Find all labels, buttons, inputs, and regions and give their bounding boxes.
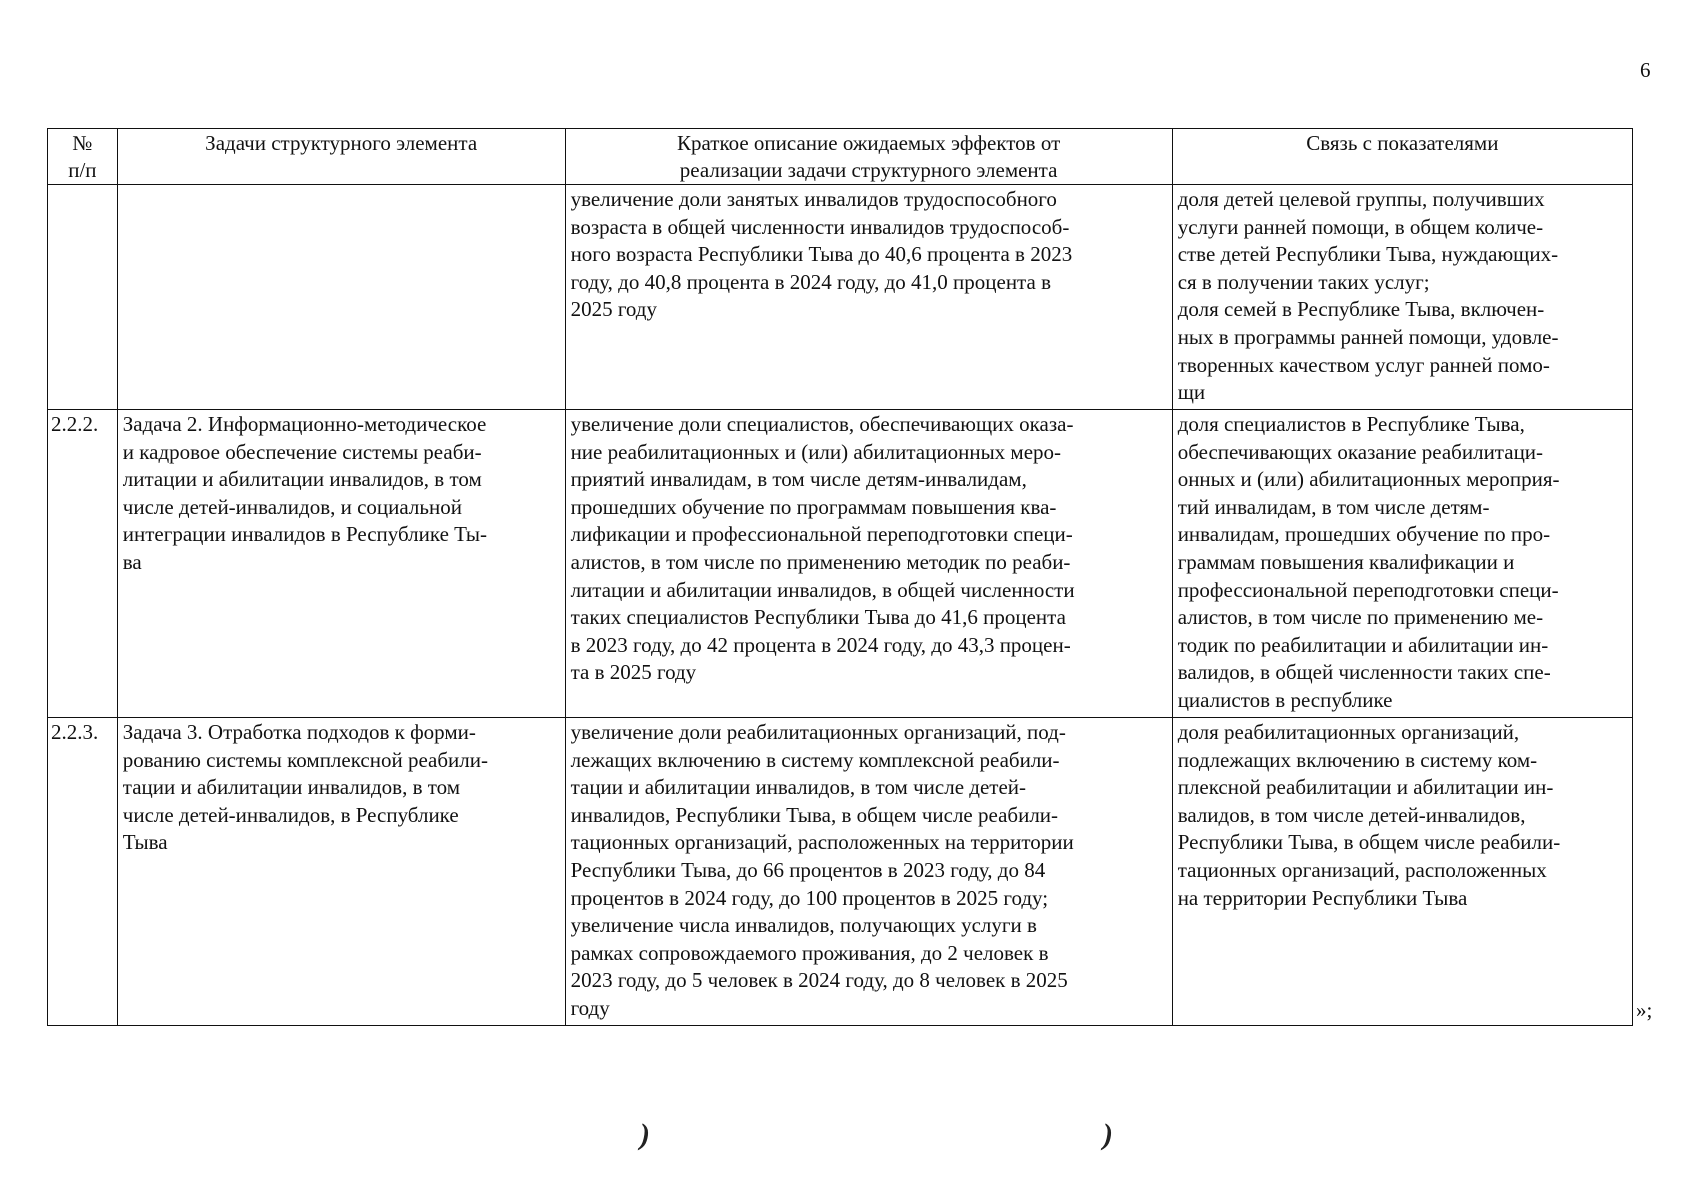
header-effects: Краткое описание ожидаемых эффектов от реализации задачи структурного элемента [565,129,1172,185]
page-number: 6 [1640,58,1651,82]
header-tasks: Задачи структурного элемента [117,129,565,185]
footer-mark-right: ) [1103,1118,1113,1151]
row-effect: увеличение доли специалистов, обеспечивающих оказа- ние реабилитационных и (или) абилитационных меро- приятий инвалидам, в том числе детям-инвалидам, прошедших обучение по программам повышения ква- лификации и профессиональной переподготовки специ- алистов, в том числе по применению методик по реаби- литации и абилитации инвалидов, в общей численности таких специалистов Республики Тыва до 41,6 процента в 2023 году, до 42 процента в 2024 году, до 43,3 процен- та в 2025 году [565,410,1172,718]
row-indicator: доля детей целевой группы, получивших услуги ранней помощи, в общем количе- стве детей Республики Тыва, нуждающих- ся в получении таких услуг; доля семей в Республике Тыва, включен- ных в программы ранней помощи, удовле- творенных качеством услуг ранней помо- щи [1172,185,1632,410]
row-num [48,185,118,410]
table-row [48,185,1633,410]
header-num: № п/п [48,129,118,185]
row-indicator: доля реабилитационных организаций, подлежащих включению в систему ком- плексной реабилитации и абилитации ин- валидов, в том числе детей-инвалидов, Республики Тыва, в общем числе реабили- тационных организаций, расположенных на территории Республики Тыва [1172,718,1632,1026]
row-num: 2.2.3. [48,718,118,1026]
table-row [48,718,1633,1026]
structural-element-tasks-table [47,128,1633,1026]
table-header-row [48,129,1633,185]
header-indicators: Связь с показателями [1172,129,1632,185]
row-task: Задача 2. Информационно-методическое и кадровое обеспечение системы реаби- литации и абилитации инвалидов, в том числе детей-инвалидов, и социальной интеграции инвалидов в Республике Ты- ва [117,410,565,718]
row-task: Задача 3. Отработка подходов к форми- рованию системы комплексной реабили- тации и абилитации инвалидов, в том числе детей-инвалидов, в Республике Тыва [117,718,565,1026]
row-effect: увеличение доли реабилитационных организаций, под- лежащих включению в систему комплексной реабили- тации и абилитации инвалидов, в том числе детей- инвалидов, Республики Тыва, в общем числе реабили- тационных организаций, расположенных на территории Республики Тыва, до 66 процентов в 2023 году, до 84 процентов в 2024 году, до 100 процентов в 2025 году; увеличение числа инвалидов, получающих услуги в рамках сопровождаемого проживания, до 2 человек в 2023 году, до 5 человек в 2024 году, до 8 человек в 2025 году [565,718,1172,1026]
row-num: 2.2.2. [48,410,118,718]
row-task [117,185,565,410]
row-effect: увеличение доли занятых инвалидов трудоспособного возраста в общей численности инвалидов трудоспособ- ного возраста Республики Тыва до 40,6 процента в 2023 году, до 40,8 процента в 2024 году, до 41,0 процента в 2025 году [565,185,1172,410]
footer-mark-left: ) [640,1118,650,1151]
table-row [48,410,1633,718]
row-indicator: доля специалистов в Республике Тыва, обеспечивающих оказание реабилитаци- онных и (или) абилитационных мероприя- тий инвалидам, в том числе детям- инвалидам, прошедших обучение по про- граммам повышения квалификации и профессиональной переподготовки специ- алистов, в том числе по применению ме- тодик по реабилитации и абилитации ин- валидов, в общей численности таких спе- циалистов в республике [1172,410,1632,718]
closing-quote-mark: »; [1636,998,1653,1022]
